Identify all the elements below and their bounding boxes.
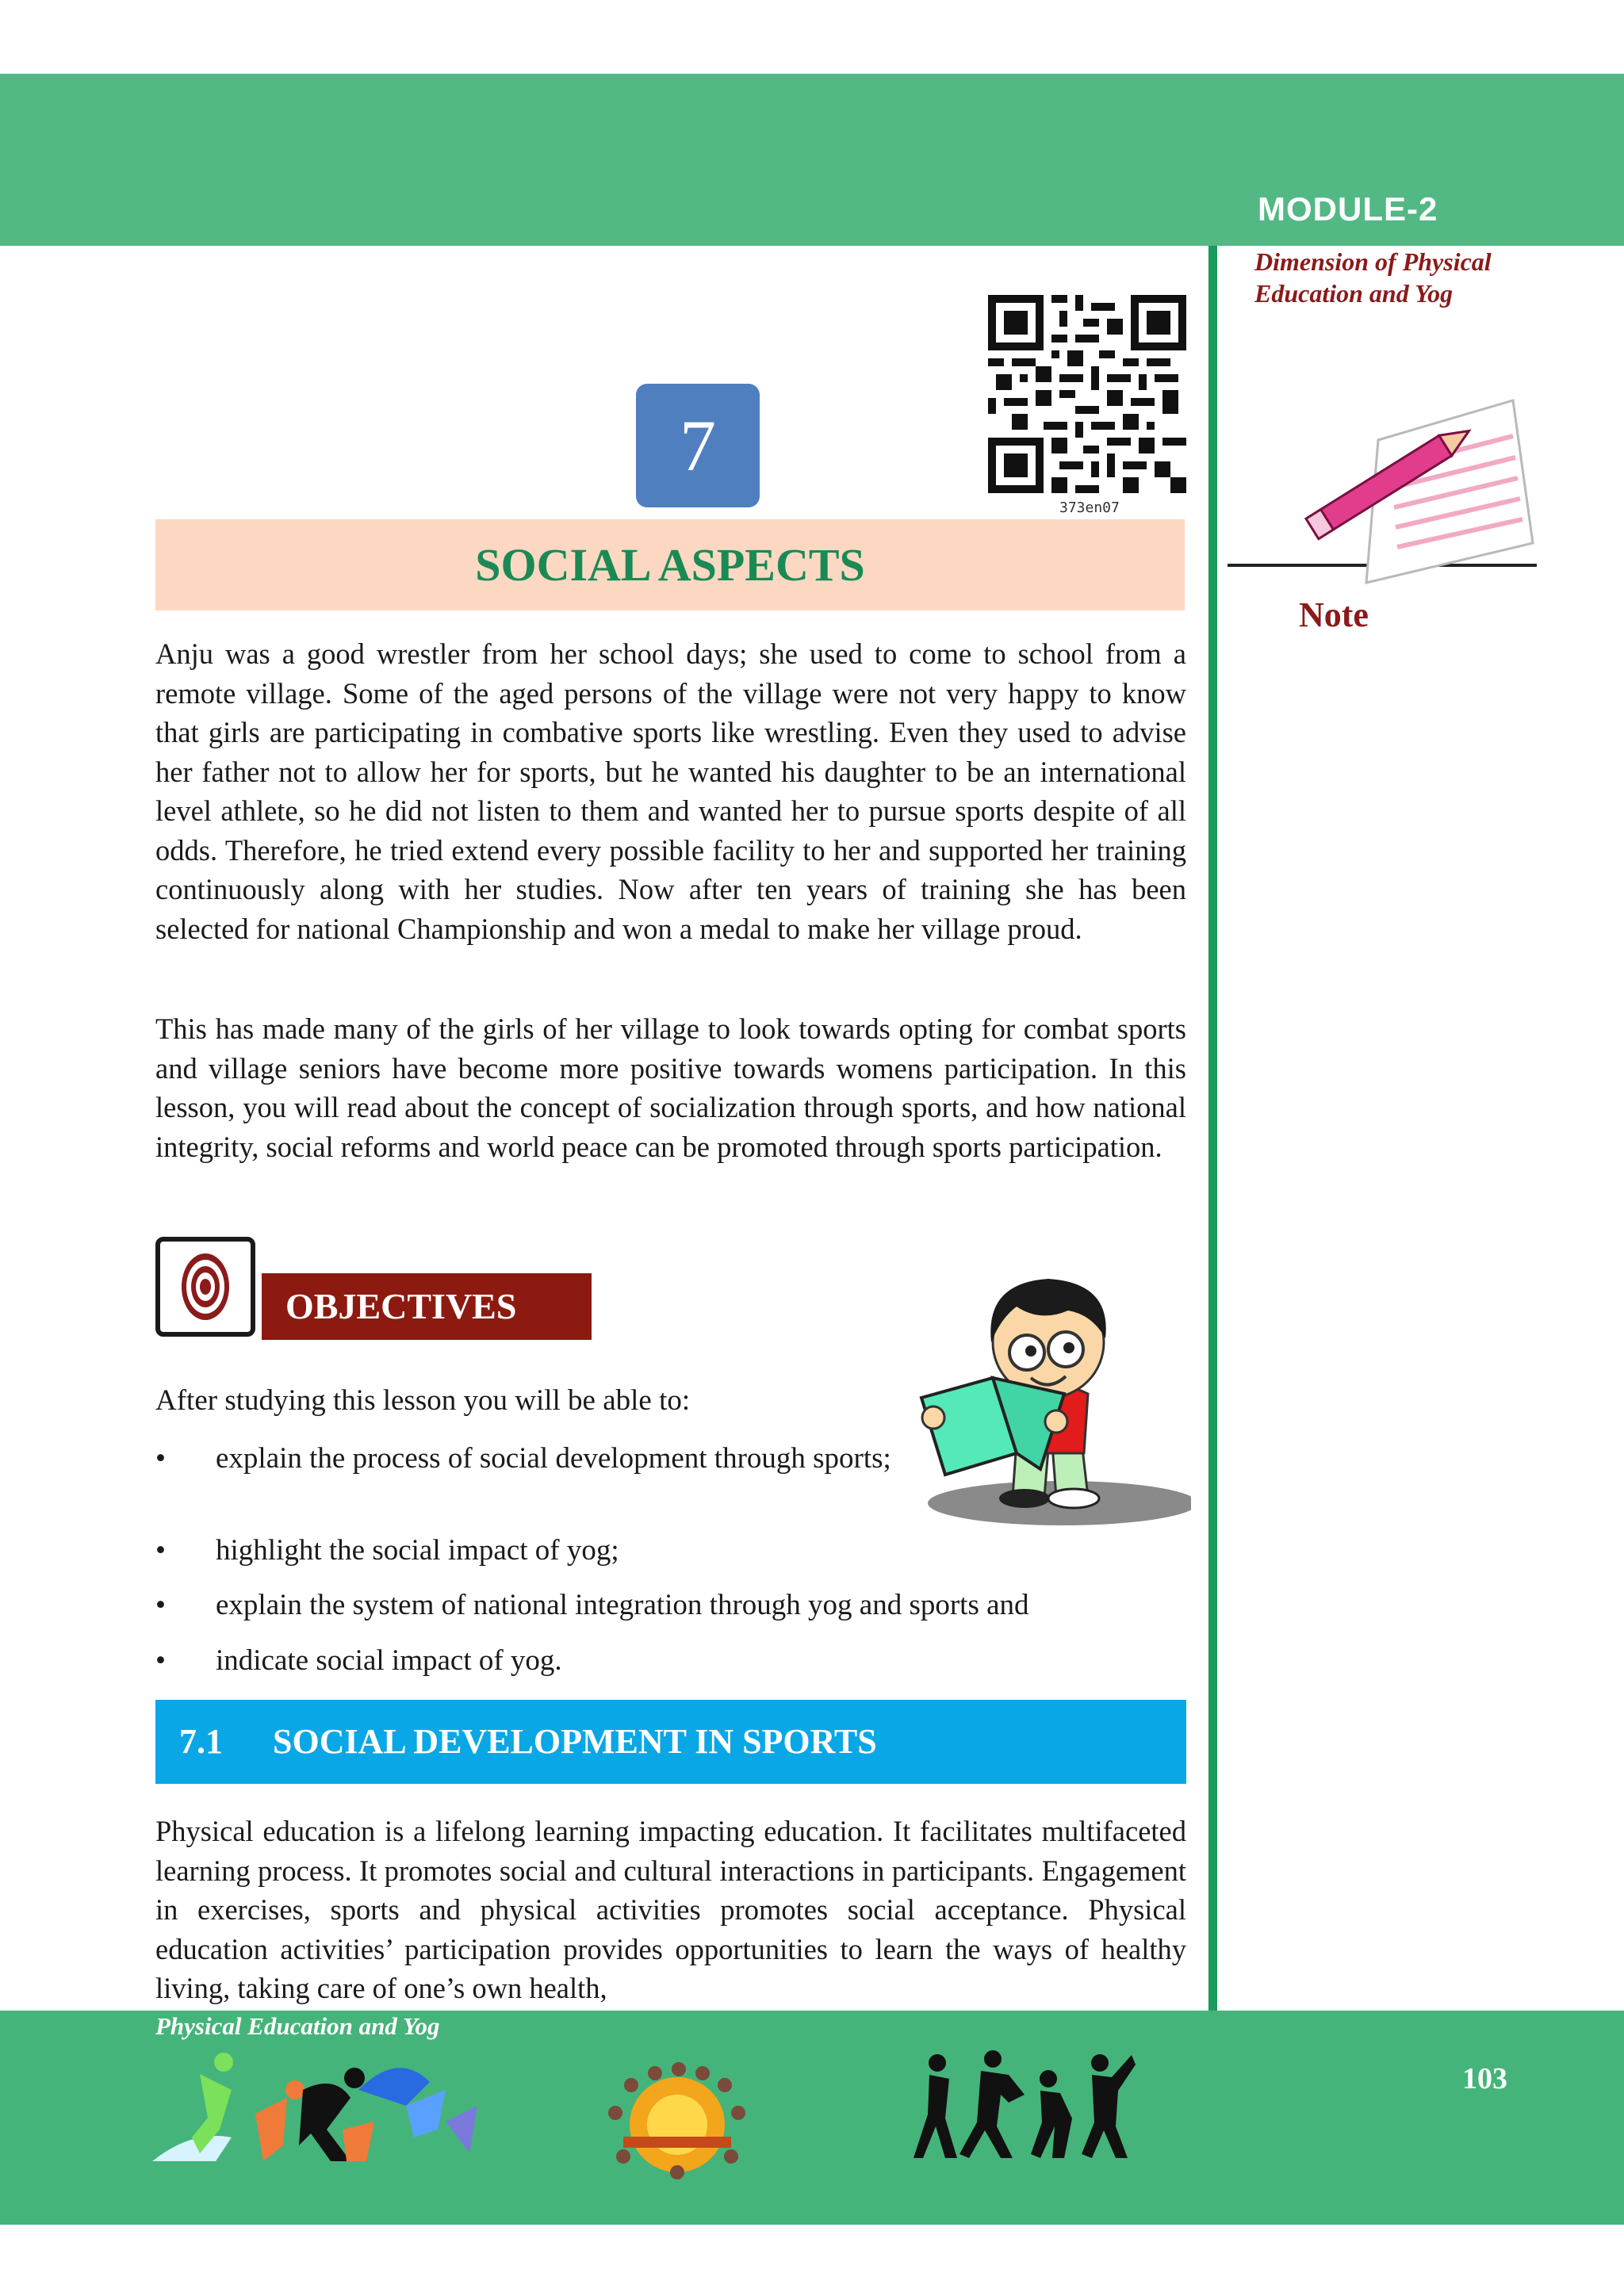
- intro-paragraph-1: Anju was a good wrestler from her school days; she used to come to school from a remote village. Some of the aged persons of the village were not very happy to know that girls are participating in combative sports like wrestling. Even they used to advise her father not to allow her for sports, but he wanted his daughter to be an international level athlete, so he did not listen to them and wanted her to pursue sports despite of all odds. Therefore, he tried extend every possible facility to her and supported her training continuously along with her studies. Now after ten years of training she has been selected for national Championship and won a medal to make her village proud.: [155, 637, 1186, 945]
- page-number: 103: [1462, 2062, 1507, 2095]
- note-pencil-icon: [1228, 392, 1537, 607]
- sports-silhouettes-icon: [144, 2042, 493, 2169]
- chapter-title: SOCIAL ASPECTS: [155, 519, 1185, 610]
- qr-code-icon: [988, 295, 1186, 493]
- bullet: •: [155, 1589, 166, 1621]
- objectives-intro: After studying this lesson you will be able to:: [155, 1384, 691, 1417]
- margin-divider: [1208, 246, 1217, 2011]
- sun-yoga-icon: [599, 2061, 755, 2180]
- module-title: MODULE-2: [1258, 190, 1438, 228]
- objective-text: explain the process of social development through sports;: [216, 1442, 891, 1475]
- section-number: 7.1: [179, 1722, 223, 1761]
- bullet: •: [155, 1644, 166, 1677]
- target-icon: [155, 1237, 255, 1337]
- qr-code-label: 373en07: [1059, 499, 1120, 516]
- bullet: •: [155, 1534, 166, 1567]
- section-heading: [155, 1700, 1186, 1784]
- footer-title: Physical Education and Yog: [155, 2012, 440, 2040]
- bullet: •: [155, 1442, 166, 1475]
- note-label: Note: [1299, 595, 1369, 634]
- chapter-number: 7: [636, 384, 760, 507]
- section-title: SOCIAL DEVELOPMENT IN SPORTS: [273, 1722, 877, 1761]
- athletes-silhouettes-icon: [914, 2047, 1136, 2164]
- reading-boy-icon: [898, 1267, 1191, 1529]
- objective-text: explain the system of national integration through yog and sports and: [216, 1589, 1029, 1621]
- section-paragraph-1: Physical education is a lifelong learning impacting education. It facilitates multifaceted learning process. It promotes social and cultural interactions in participants. Engagement in exercises, sports and physical activities promotes social acceptance. Physical education activities’ participation provides opportunities to learn the ways of healthy living, taking care of one’s own health,: [155, 1815, 1186, 2004]
- objectives-heading: OBJECTIVES: [262, 1273, 592, 1340]
- intro-paragraph-2: This has made many of the girls of her village to look towards opting for combat sports and village seniors have become more positive towards womens participation. In this lesson, you will read about the concept of socialization through sports, and how national integrity, social reforms and world peace can be promoted through sports participation.: [155, 1012, 1186, 1163]
- module-subtitle: Dimension of Physical Education and Yog: [1254, 247, 1492, 308]
- objective-text: highlight the social impact of yog;: [216, 1534, 619, 1567]
- objective-text: indicate social impact of yog.: [216, 1644, 562, 1677]
